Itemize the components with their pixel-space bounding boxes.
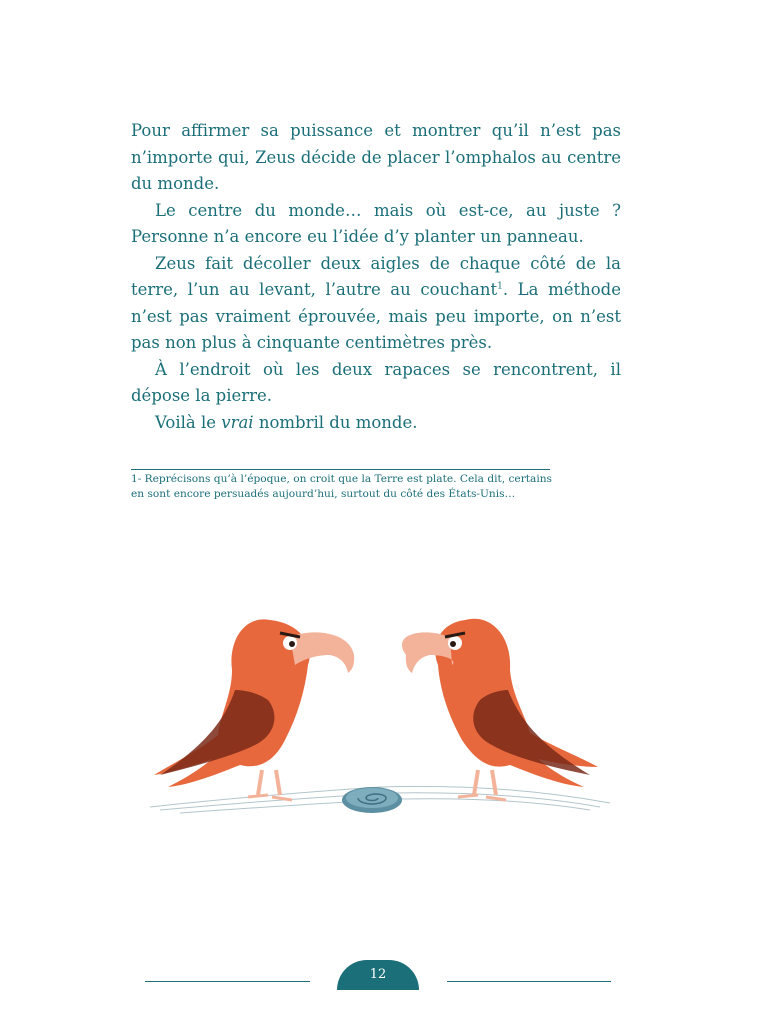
footnote-line-1: 1- Reprécisons qu’à l’époque, on croit que la Terre est plate. Cela dit, certains [131, 473, 552, 485]
footnote-line-2: en sont encore persuadés aujourd’hui, surtout du côté des États-Unis… [131, 488, 516, 500]
eagles-illustration [140, 595, 620, 830]
footnote [131, 472, 556, 502]
paragraph-2: Le centre du monde… mais où est-ce, au juste ? Personne n’a encore eu l’idée d’y planter un panneau. [131, 200, 621, 246]
paragraph-1: Pour affirmer sa puissance et montrer qu’il n’est pas n’importe qui, Zeus décide de placer l’omphalos au centre du monde. [131, 121, 621, 193]
footnote-reference[interactable]: 1 [497, 281, 503, 292]
paragraph-5 [131, 410, 621, 437]
eagle-facing-left-icon [402, 619, 598, 800]
paragraph-3 [131, 251, 621, 357]
folio-line-right [447, 981, 611, 982]
folio-line-left [145, 981, 310, 982]
body-text [131, 118, 621, 436]
paragraph-4: À l’endroit où les deux rapaces se rencontrent, il dépose la pierre. [131, 359, 621, 405]
footnote-divider [131, 469, 550, 470]
paragraph-3-text-b: . La méthode n’est pas vraiment éprouvée, mais peu importe, on n’est pas non plus à cinquante centimètres près. [131, 280, 621, 352]
paragraph-5-text-b: nombril du monde. [253, 412, 418, 432]
emphasis-word: vrai [221, 412, 254, 432]
omphalos-stone-icon [342, 787, 402, 813]
paragraph-3-text-a: Zeus fait décoller deux aigles de chaque côté de la terre, l’un au levant, l’autre au couchant [131, 253, 621, 299]
page-number: 12 [369, 967, 387, 982]
paragraph-5-text-a: Voilà le [155, 412, 222, 432]
eagle-facing-right-icon [154, 619, 354, 800]
